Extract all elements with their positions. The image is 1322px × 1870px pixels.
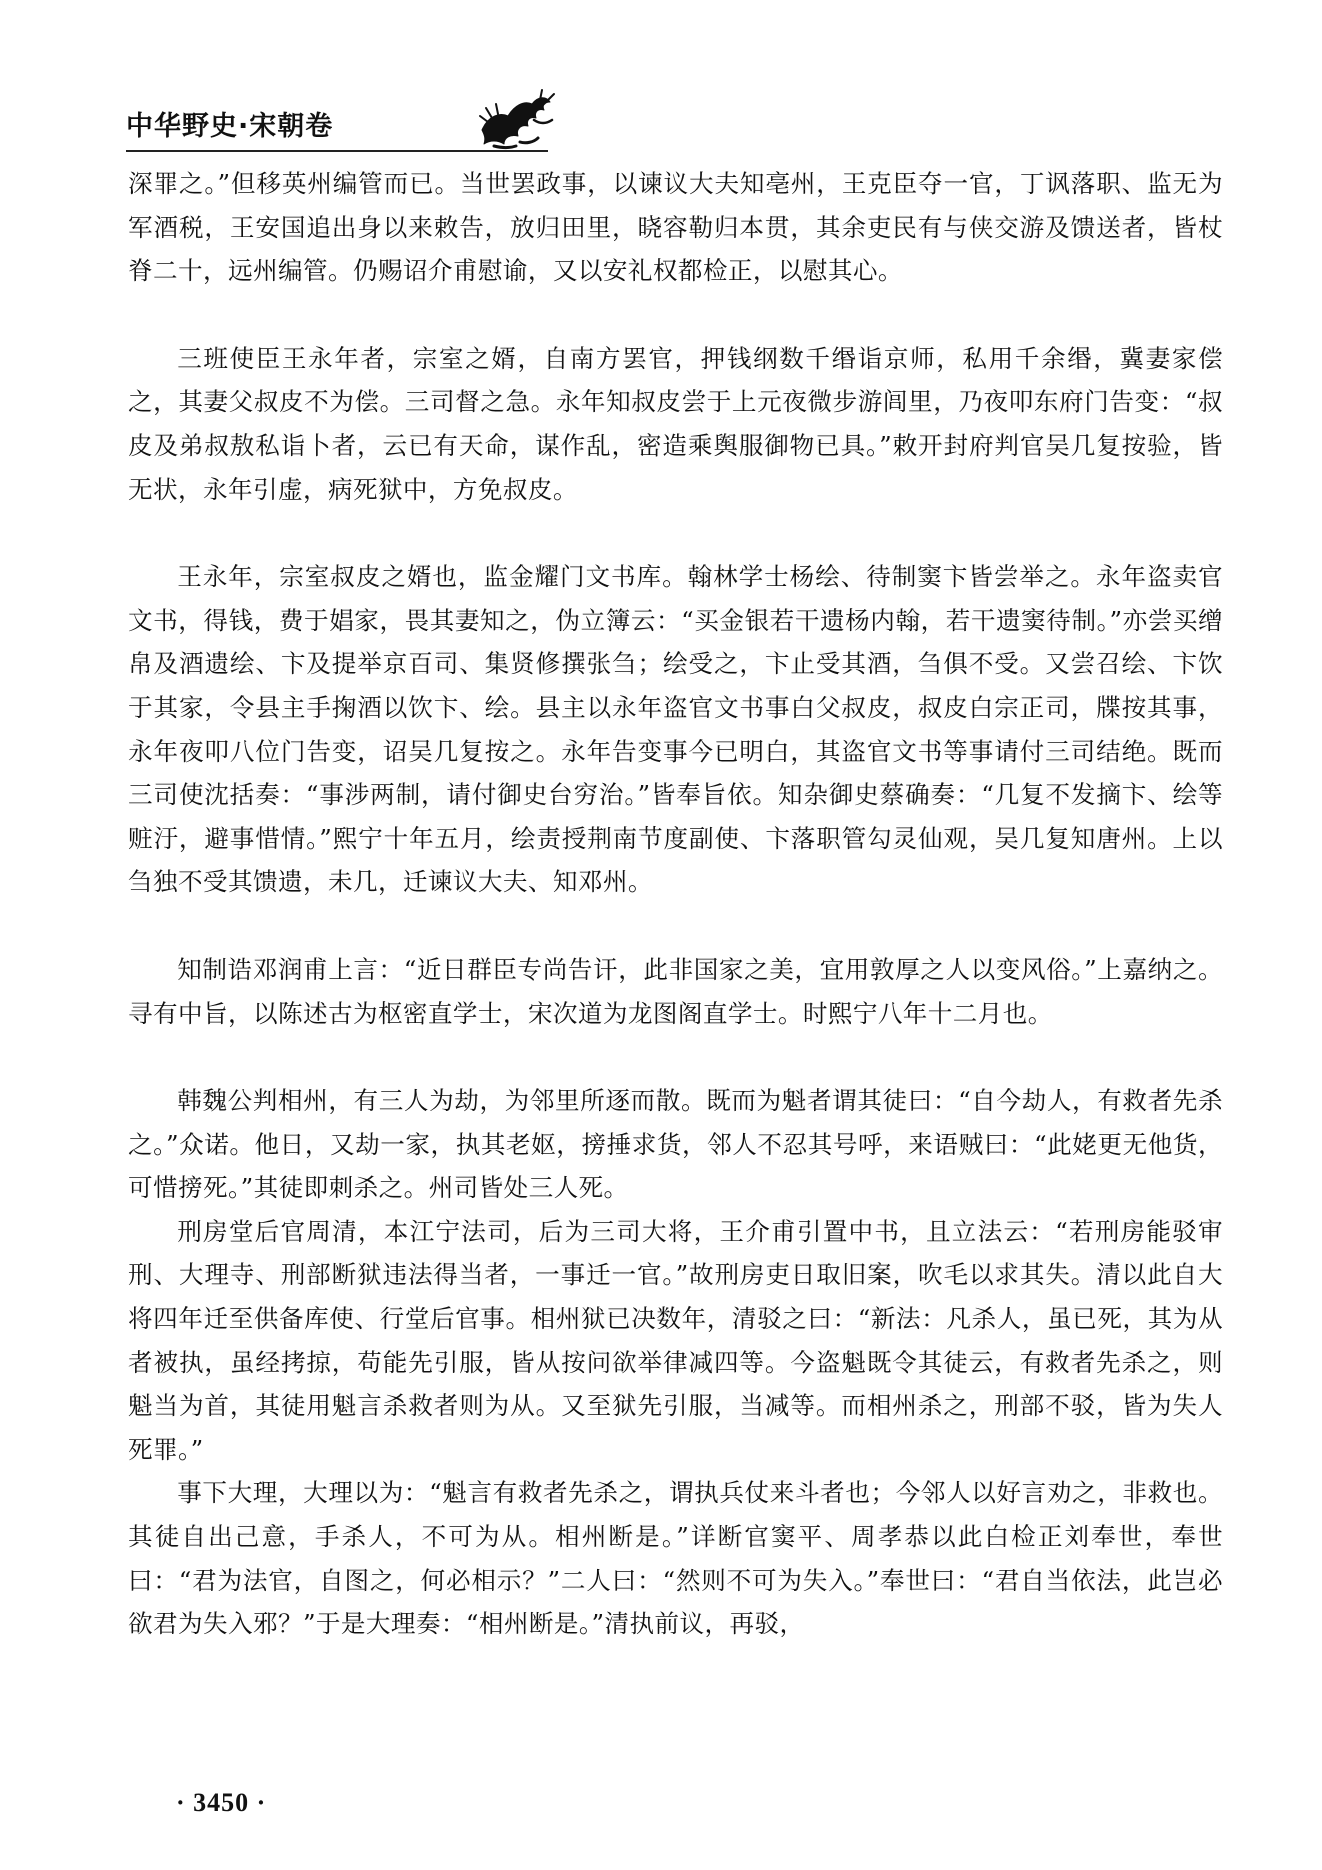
paragraph-2: 三班使臣王永年者，宗室之婿，自南方罢官，押钱纲数千缗诣京师，私用千余缗，冀妻家偿之，其妻父叔皮不为偿。三司督之急。永年知叔皮尝于上元夜微步游闾里，乃夜叩东府门告变：“叔皮及弟叔敖私诣卜者，云已有天命，谋作乱，密造乘舆服御物已具。”敕开封府判官吴几复按验，皆无状，永年引虚，病死狱中，方免叔皮。 [128, 343, 1223, 504]
page-body [128, 162, 1223, 1646]
dragon-emblem-icon [474, 86, 558, 152]
paragraph-3: 王永年，宗室叔皮之婿也，监金耀门文书库。翰林学士杨绘、待制窦卞皆尝举之。永年盗卖官文书，得钱，费于娼家，畏其妻知之，伪立簿云：“买金银若干遗杨内翰，若干遗窦待制。”亦尝买缯帛及酒遗绘、卞及提举京百司、集贤修撰张刍；绘受之，卞止受其酒，刍俱不受。又尝召绘、卞饮于其家，令县主手掬酒以饮卞、绘。县主以永年盗官文书事白父叔皮，叔皮白宗正司，牒按其事，永年夜叩八位门告变，诏吴几复按之。永年告变事今已明白，其盗官文书等事请付三司结绝。既而三司使沈括奏：“事涉两制，请付御史台穷治。”皆奉旨依。知杂御史蔡确奏：“几复不发摘卞、绘等赃汙，避事惜情。”熙宁十年五月，绘责授荆南节度副使、卞落职管勾灵仙观，吴几复知唐州。上以刍独不受其馈遗，未几，迁谏议大夫、知邓州。 [128, 562, 1223, 897]
paragraph-4: 知制诰邓润甫上言：“近日群臣专尚告讦，此非国家之美，宜用敦厚之人以变风俗。”上嘉纳之。寻有中旨，以陈述古为枢密直学士，宋次道为龙图阁直学士。时熙宁八年十二月也。 [128, 954, 1223, 1028]
page-number: · 3450 · [176, 1788, 267, 1817]
running-header [126, 92, 556, 152]
book-title: 中华野史·宋朝卷 [126, 111, 334, 142]
paragraph-5: 韩魏公判相州，有三人为劫，为邻里所逐而散。既而为魁者谓其徒曰：“自今劫人，有救者先杀之。”众诺。他日，又劫一家，执其老妪，搒捶求货，邻人不忍其号呼，来语贼曰：“此姥更无他货，可惜搒死。”其徒即刺杀之。州司皆处三人死。 [128, 1086, 1223, 1203]
header-divider [126, 150, 548, 152]
paragraph-1: 深罪之。”但移英州编管而已。当世罢政事，以谏议大夫知亳州，王克臣夺一官，丁讽落职、监无为军酒税，王安国追出身以来敕告，放归田里，晓容勒归本贯，其余吏民有与侠交游及馈送者，皆杖脊二十，远州编管。仍赐诏介甫慰谕，又以安礼权都检正，以慰其心。 [128, 169, 1223, 286]
paragraph-7: 事下大理，大理以为：“魁言有救者先杀之，谓执兵仗来斗者也；今邻人以好言劝之，非救也。其徒自出己意，手杀人，不可为从。相州断是。”详断官窦平、周孝恭以此白检正刘奉世，奉世曰：“君为法官，自图之，何必相示？”二人曰：“然则不可为失入。”奉世曰：“君自当依法，此岂必欲君为失入邪？”于是大理奏：“相州断是。”清执前议，再驳， [128, 1478, 1223, 1639]
paragraph-6: 刑房堂后官周清，本江宁法司，后为三司大将，王介甫引置中书，且立法云：“若刑房能驳审刑、大理寺、刑部断狱违法得当者，一事迁一官。”故刑房吏日取旧案，吹毛以求其失。清以此自大将四年迁至供备库使、行堂后官事。相州狱已决数年，清驳之曰：“新法：凡杀人，虽已死，其为从者被执，虽经拷掠，苟能先引服，皆从按问欲举律减四等。今盗魁既令其徒云，有救者先杀之，则魁当为首，其徒用魁言杀救者则为从。又至狱先引服，当减等。而相州杀之，刑部不驳，皆为失人死罪。” [128, 1216, 1223, 1464]
